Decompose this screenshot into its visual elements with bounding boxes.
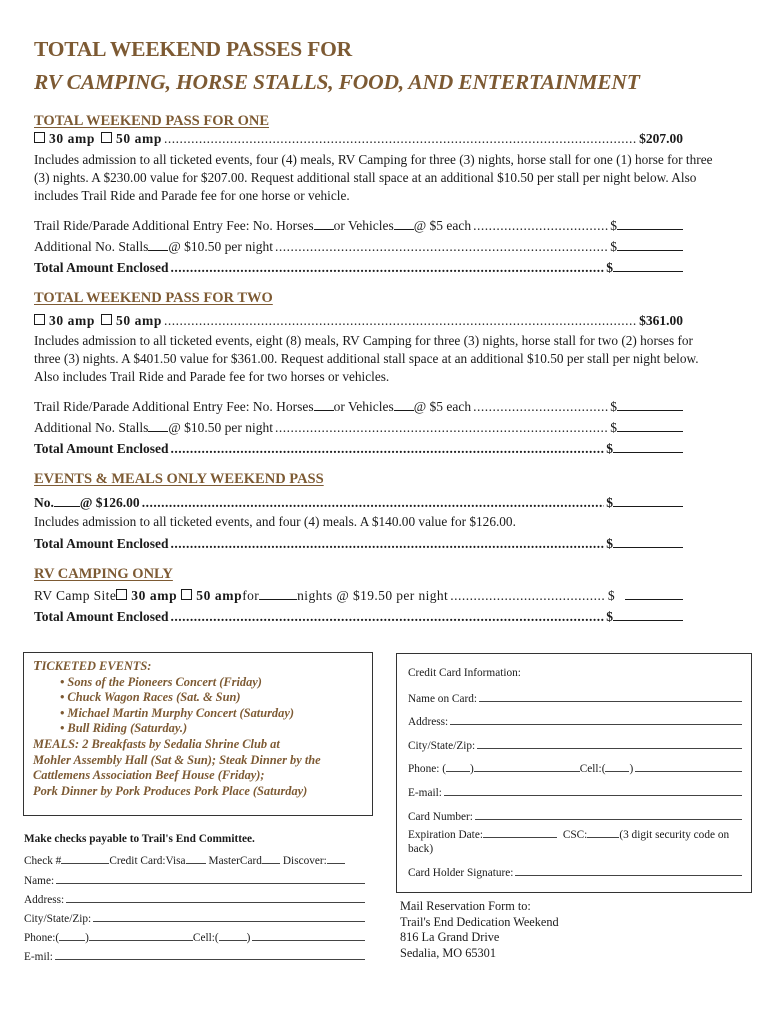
cell-area-field[interactable]	[219, 929, 247, 941]
email-line: E-mil:	[24, 948, 365, 963]
trail-fee-amount-field[interactable]	[617, 217, 683, 230]
cc-phone-field[interactable]	[474, 760, 580, 772]
mail-line: Trail's End Dedication Weekend	[400, 914, 559, 929]
ticketed-events-text	[33, 659, 321, 799]
events-amount-field[interactable]	[613, 494, 683, 507]
event-item: • Bull Riding (Saturday.)	[60, 721, 188, 736]
mail-heading: Mail Reservation Form to:	[400, 899, 531, 913]
total-amount-field[interactable]	[613, 259, 683, 272]
cc-expiration-field[interactable]	[483, 826, 557, 838]
pass-one-options-line	[34, 131, 683, 147]
cc-signature-field[interactable]	[515, 864, 742, 876]
pass-two-description: Includes admission to all ticketed events, eight (8) meals, RV Camping for three (3) nights, horse stall for two (2) horses for three (3) nights. A $401.50 value for $361.00. Request additional stall space at an additional $10.50 per stall per night below. Also includes Trail Ride and Parade fee for two horses or vehicles.	[34, 333, 699, 385]
trail-fee-amount-field[interactable]	[617, 398, 683, 411]
vehicles-field[interactable]	[394, 217, 414, 230]
meals-line: Pork Dinner by Pork Produces Pork Place (Saturday)	[33, 783, 308, 798]
section-heading-events-meals: EVENTS & MEALS ONLY WEEKEND PASS	[34, 471, 324, 487]
meals-line: Mohler Assembly Hall (Sat & Sun); Steak Dinner by the	[33, 752, 321, 767]
option-50amp-label: 50 amp	[115, 131, 162, 146]
event-item: • Sons of the Pioneers Concert (Friday)	[60, 674, 262, 689]
page-title: TOTAL WEEKEND PASSES FOR	[34, 37, 352, 61]
ticketed-events-box	[23, 652, 373, 816]
cc-cell-area-field[interactable]	[605, 760, 629, 772]
payment-method-line: Check # Credit Card:Visa MasterCard Discover:	[24, 852, 365, 867]
cc-city-line: City/State/Zip:	[408, 737, 742, 752]
check-number-field[interactable]	[61, 852, 109, 864]
visa-field[interactable]	[186, 852, 206, 864]
checkbox-50amp-two[interactable]	[101, 314, 112, 325]
name-line: Name:	[24, 872, 365, 887]
phone-field[interactable]	[89, 929, 193, 941]
checkbox-30amp-one[interactable]	[34, 132, 45, 143]
credit-card-heading: Credit Card Information:	[408, 667, 521, 679]
city-line: City/State/Zip:	[24, 910, 365, 925]
cc-number-field[interactable]	[475, 808, 742, 820]
pass-two-trail-line: Trail Ride/Parade Additional Entry Fee: No. Horses or Vehicles @ $5 each ..... $	[34, 398, 683, 415]
pass-two-options-line: 30 amp 50 amp ..... $361.00	[34, 313, 683, 329]
vehicles-field[interactable]	[394, 398, 414, 411]
name-field[interactable]	[56, 872, 365, 884]
checks-payable-note: Make checks payable to Trail's End Committee.	[24, 833, 255, 845]
section-heading-pass-two: TOTAL WEEKEND PASS FOR TWO	[34, 290, 273, 306]
pass-two-stalls-line: Additional No. Stalls @ $10.50 per night ..... $	[34, 419, 683, 436]
stalls-amount-field[interactable]	[617, 238, 683, 251]
page-subtitle: RV CAMPING, HORSE STALLS, FOOD, AND ENTERTAINMENT	[34, 70, 640, 94]
rv-nights-field[interactable]	[259, 587, 297, 600]
option-30amp-label: 30 amp	[49, 131, 95, 146]
event-item: • Michael Martin Murphy Concert (Saturday)	[60, 705, 294, 720]
cc-phone-area-field[interactable]	[446, 760, 470, 772]
horses-field[interactable]	[314, 217, 334, 230]
city-field[interactable]	[93, 910, 365, 922]
mastercard-field[interactable]	[262, 852, 280, 864]
credit-card-box	[396, 653, 752, 893]
cc-name-line: Name on Card:	[408, 690, 742, 705]
phone-line: Phone:( ) Cell:( )	[24, 929, 365, 944]
events-description: Includes admission to all ticketed events, and four (4) meals. A $140.00 value for $126.00.	[34, 514, 516, 529]
events-quantity-field[interactable]	[54, 494, 80, 507]
pass-one-price: $207.00	[639, 131, 683, 146]
mail-line: Sedalia, MO 65301	[400, 945, 496, 960]
cc-address-field[interactable]	[450, 713, 742, 725]
checkbox-50amp-one[interactable]	[101, 132, 112, 143]
total-amount-field[interactable]	[613, 535, 683, 548]
phone-area-field[interactable]	[59, 929, 85, 941]
pass-one-stalls-line: Additional No. Stalls @ $10.50 per night ..... $	[34, 238, 683, 255]
cc-csc-field[interactable]	[587, 826, 619, 838]
ticketed-events-heading: TICKETED EVENTS:	[33, 659, 152, 674]
section-heading-rv-camping: RV CAMPING ONLY	[34, 566, 173, 582]
stalls-amount-field[interactable]	[617, 419, 683, 432]
cc-expiration-line: Expiration Date: CSC: (3 digit security code on back)	[408, 826, 742, 856]
section-heading-pass-one: TOTAL WEEKEND PASS FOR ONE	[34, 113, 270, 129]
cc-signature-line: Card Holder Signature:	[408, 864, 742, 879]
cc-email-line: E-mail:	[408, 784, 742, 799]
event-item: • Chuck Wagon Races (Sat. & Sun)	[60, 690, 241, 705]
meals-line: Cattlemens Association Beef House (Friday);	[33, 768, 265, 783]
cc-address-line: Address:	[408, 713, 742, 728]
cell-field[interactable]	[252, 929, 365, 941]
address-line: Address:	[24, 891, 365, 906]
mail-line: 816 La Grand Drive	[400, 930, 500, 945]
rv-total-line: Total Amount Enclosed ..... $	[34, 608, 683, 625]
pass-two-price: $361.00	[639, 313, 683, 328]
pass-two-total-line: Total Amount Enclosed ..... $	[34, 440, 683, 457]
cc-phone-line: Phone: ( ) Cell:( )	[408, 760, 742, 775]
pass-one-trail-line: Trail Ride/Parade Additional Entry Fee: No. Horses or Vehicles @ $5 each ..... $	[34, 217, 683, 234]
meals-line: MEALS: 2 Breakfasts by Sedalia Shrine Club at	[33, 736, 280, 751]
cc-email-field[interactable]	[444, 784, 742, 796]
rv-site-line: RV Camp Site 30 amp 50 amp for nights @ $19.50 per night ..... $	[34, 587, 683, 604]
events-no-line: No. @ $126.00 ..... $	[34, 494, 683, 511]
horses-field[interactable]	[314, 398, 334, 411]
rv-amount-field[interactable]	[625, 587, 683, 600]
stalls-field[interactable]	[148, 238, 168, 251]
checkbox-30amp-two[interactable]	[34, 314, 45, 325]
mail-reservation-address	[400, 899, 559, 961]
discover-field[interactable]	[327, 852, 345, 864]
cc-number-line: Card Number:	[408, 808, 742, 823]
cc-city-field[interactable]	[477, 737, 742, 749]
address-field[interactable]	[66, 891, 365, 903]
email-field[interactable]	[55, 948, 365, 960]
pass-one-description: Includes admission to all ticketed events, four (4) meals, RV Camping for three (3) nights, horse stall for one (1) horse for three (3) nights. A $230.00 value for $207.00. Request additional stall space at an additional $10.50 per stall per night below. Also includes Trail Ride and Parade fee for one horse or vehicle.	[34, 152, 713, 204]
cc-cell-field[interactable]	[635, 760, 742, 772]
events-total-line: Total Amount Enclosed ..... $	[34, 535, 683, 552]
checkbox-30amp-rv[interactable]	[116, 589, 127, 600]
cc-name-field[interactable]	[479, 690, 742, 702]
stalls-field[interactable]	[148, 419, 168, 432]
total-amount-field[interactable]	[613, 440, 683, 453]
checkbox-50amp-rv[interactable]	[181, 589, 192, 600]
pass-one-total-line: Total Amount Enclosed ..... $	[34, 259, 683, 276]
total-amount-field[interactable]	[613, 608, 683, 621]
